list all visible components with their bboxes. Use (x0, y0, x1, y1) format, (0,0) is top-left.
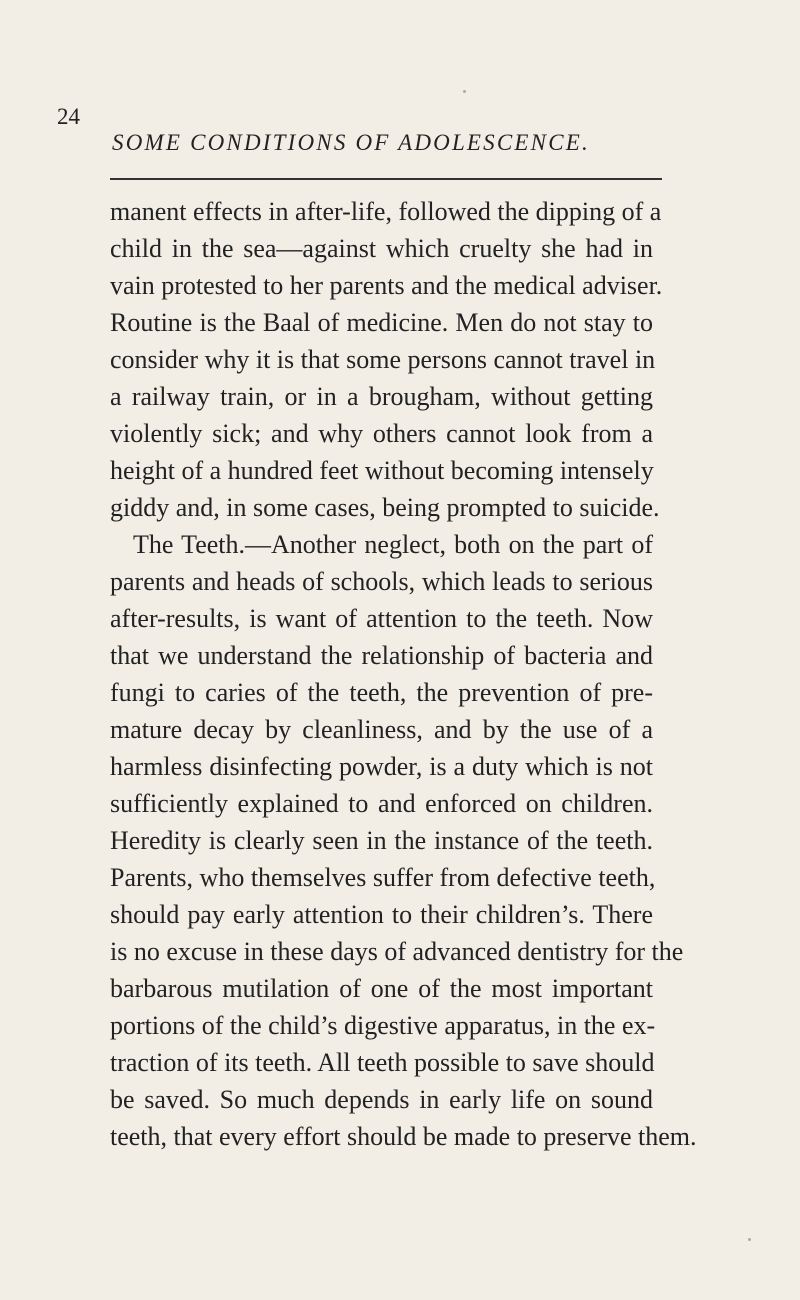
text-line: is no excuse in these days of advanced dentistry for the (110, 937, 684, 966)
text-line: traction of its teeth. All teeth possible to save should (110, 1048, 655, 1077)
text-line: manent effects in after-life, followed the dipping of a (110, 197, 662, 226)
text-line: after-results, is want of attention to the teeth. Now (110, 604, 653, 633)
paper-speck (748, 1238, 751, 1241)
text-line: sufficiently explained to and enforced on children. (110, 789, 653, 818)
text-line: mature decay by cleanliness, and by the use of a (110, 715, 653, 744)
paper-speck (463, 90, 466, 93)
text-line: teeth, that every effort should be made to preserve them. (110, 1122, 697, 1151)
text-line: that we understand the relationship of bacteria and (110, 641, 653, 670)
text-line: Routine is the Baal of medicine. Men do not stay to (110, 308, 653, 337)
text-line: Parents, who themselves suffer from defective teeth, (110, 863, 656, 892)
page-number: 24 (57, 104, 80, 129)
text-line: giddy and, in some cases, being prompted to suicide. (110, 493, 660, 522)
text-line: be saved. So much depends in early life on sound (110, 1085, 653, 1114)
text-line: Heredity is clearly seen in the instance of the teeth. (110, 826, 653, 855)
text-line: barbarous mutilation of one of the most important (110, 974, 653, 1003)
text-line: harmless disinfecting powder, is a duty which is not (110, 752, 653, 781)
text-line: consider why it is that some persons cannot travel in (110, 345, 656, 374)
text-line: a railway train, or in a brougham, without getting (110, 382, 653, 411)
text-line: The Teeth.—Another neglect, both on the part of (133, 530, 653, 559)
text-line: height of a hundred feet without becoming intensely (110, 456, 654, 485)
header-rule (110, 178, 662, 180)
text-line: fungi to caries of the teeth, the prevention of pre- (110, 678, 653, 707)
text-line: should pay early attention to their children’s. There (110, 900, 653, 929)
running-head: SOME CONDITIONS OF ADOLESCENCE. (112, 130, 590, 155)
text-line: violently sick; and why others cannot look from a (110, 419, 653, 448)
text-line: vain protested to her parents and the medical adviser. (110, 271, 663, 300)
text-line: child in the sea—against which cruelty she had in (110, 234, 653, 263)
text-line: parents and heads of schools, which leads to serious (110, 567, 653, 596)
text-line: portions of the child’s digestive apparatus, in the ex- (110, 1011, 656, 1040)
